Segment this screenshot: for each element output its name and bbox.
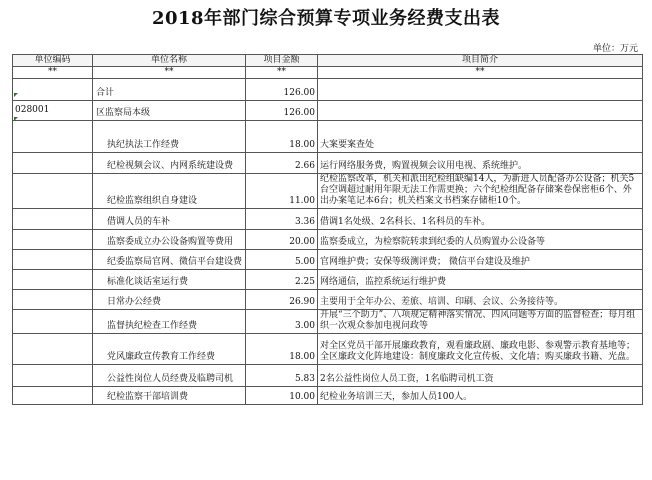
stars-cell: ** [246,67,318,79]
unit-code-cell [13,79,93,101]
amount-cell: 20.00 [246,230,318,250]
amount-cell: 5.00 [246,250,318,270]
table-row [13,209,643,230]
amount-cell: 10.00 [246,387,318,405]
description-cell [318,270,643,290]
description-text: 监察委成立，为检察院转隶到纪委的人员购置办公设备等 [320,237,546,247]
unit-name-cell: 纪检监察组织自身建设 [93,174,246,209]
header-name: 单位名称 [93,55,246,67]
unit-name-cell: 纪检视频会议、内网系统建设费 [93,153,246,174]
header-desc: 项目简介 [318,55,643,67]
unit-code-cell [13,121,93,153]
table-row [13,101,643,121]
table-row [13,270,643,290]
unit-name-cell: 执纪执法工作经费 [93,121,246,153]
unit-code-cell [13,153,93,174]
unit-code-cell [13,174,93,209]
amount-cell: 3.00 [246,310,318,334]
unit-code-cell [13,365,93,387]
table-row [13,310,643,334]
table-row [13,79,643,101]
table-row [13,334,643,365]
unit-code-cell [13,290,93,310]
header-row [13,55,643,67]
description-text: 2名公益性岗位人员工资，1名临聘司机工资 [320,374,494,384]
unit-name-cell: 日常办公经费 [93,290,246,310]
description-text: 开展“三个助力”、八项规定精神落实情况、四风问题等方面的监督检查；每月组织一次观众参加电视问政等 [320,310,636,331]
description-text: 大案要案查处 [320,140,375,150]
description-text: 官网维护费；安保等级测评费； 微信平台建设及维护 [320,257,530,267]
table-row [13,230,643,250]
amount-cell: 18.00 [246,334,318,365]
description-text: 纪检业务培训三天，参加人员100人。 [320,392,473,402]
description-cell [318,153,643,174]
unit-code-cell [13,270,93,290]
unit-name-cell: 公益性岗位人员经费及临聘司机 [93,365,246,387]
green-corner-marker [14,93,18,97]
description-cell [318,310,643,334]
stars-cell: ** [13,67,93,79]
table-row [13,290,643,310]
amount-cell: 3.36 [246,209,318,230]
unit-code-cell [13,387,93,405]
unit-code-cell [13,230,93,250]
description-cell [318,365,643,387]
amount-cell: 11.00 [246,174,318,209]
header-code: 单位编码 [13,55,93,67]
table-row [13,153,643,174]
stars-cell: ** [318,67,643,79]
unit-name-cell: 借调人员的车补 [93,209,246,230]
amount-cell: 126.00 [246,101,318,121]
amount-cell: 18.00 [246,121,318,153]
table-row [13,250,643,270]
description-text: 网络通信，监控系统运行维护费 [320,277,447,287]
table-row [13,365,643,387]
description-cell [318,209,643,230]
unit-label: 单位：万元 [592,44,638,54]
unit-code-cell [13,250,93,270]
unit-name-cell: 纪委监察局官网、微信平台建设费 [93,250,246,270]
stars-cell: ** [93,67,246,79]
unit-name-cell: 标准化谈话室运行费 [93,270,246,290]
description-cell [318,79,643,101]
amount-cell: 5.83 [246,365,318,387]
amount-cell: 26.90 [246,290,318,310]
unit-name-cell: 监督执纪检查工作经费 [93,310,246,334]
description-cell [318,387,643,405]
unit-code-cell: 028001 [13,101,93,121]
description-text: 纪检监察改革，机关和派出纪检组缺编14人，为新进人员配备办公设备；机关5台空调超过耐用年限无法工作需更换；六个纪检组配备存储案卷保密柜6个、外出办案笔记本6台；机关档案文书档案存储柜10个。 [320,174,635,206]
unit-code-cell [13,334,93,365]
description-cell [318,174,643,209]
description-text: 运行网络服务费，购置视频会议用电视、系统维护。 [320,161,528,171]
unit-code-cell [13,310,93,334]
description-cell [318,230,643,250]
table-row [13,387,643,405]
amount-cell: 2.66 [246,153,318,174]
unit-name-cell: 监察委成立办公设备购置等费用 [93,230,246,250]
description-text: 主要用于全年办公、差旅、培训、印刷、会议、公务接待等。 [320,297,564,307]
header-amount: 项目金额 [246,55,318,67]
page-title: 2018年部门综合预算专项业务经费支出表 [151,8,501,29]
table-row [13,121,643,153]
description-cell [318,334,643,365]
amount-cell: 2.25 [246,270,318,290]
unit-name-cell: 区监察局本级 [93,101,246,121]
stars-row [13,67,643,79]
description-cell [318,250,643,270]
description-text: 借调1名处级、2名科长、1名科员的车补。 [320,217,491,227]
expense-table [12,54,643,405]
table-row [13,174,643,209]
description-cell [318,101,643,121]
unit-name-cell: 纪检监察干部培训费 [93,387,246,405]
description-cell [318,121,643,153]
description-text: 对全区党员干部开展廉政教育，观看廉政剧、廉政电影、参观警示教育基地等；全区廉政文化阵地建设：制度廉政文化宣传板、文化墙；购买廉政书籍、光盘。 [320,341,636,362]
description-cell [318,290,643,310]
green-corner-marker [14,117,18,121]
unit-name-cell: 党风廉政宣传教育工作经费 [93,334,246,365]
amount-cell: 126.00 [246,79,318,101]
unit-name-cell: 合计 [93,79,246,101]
unit-code-cell [13,209,93,230]
